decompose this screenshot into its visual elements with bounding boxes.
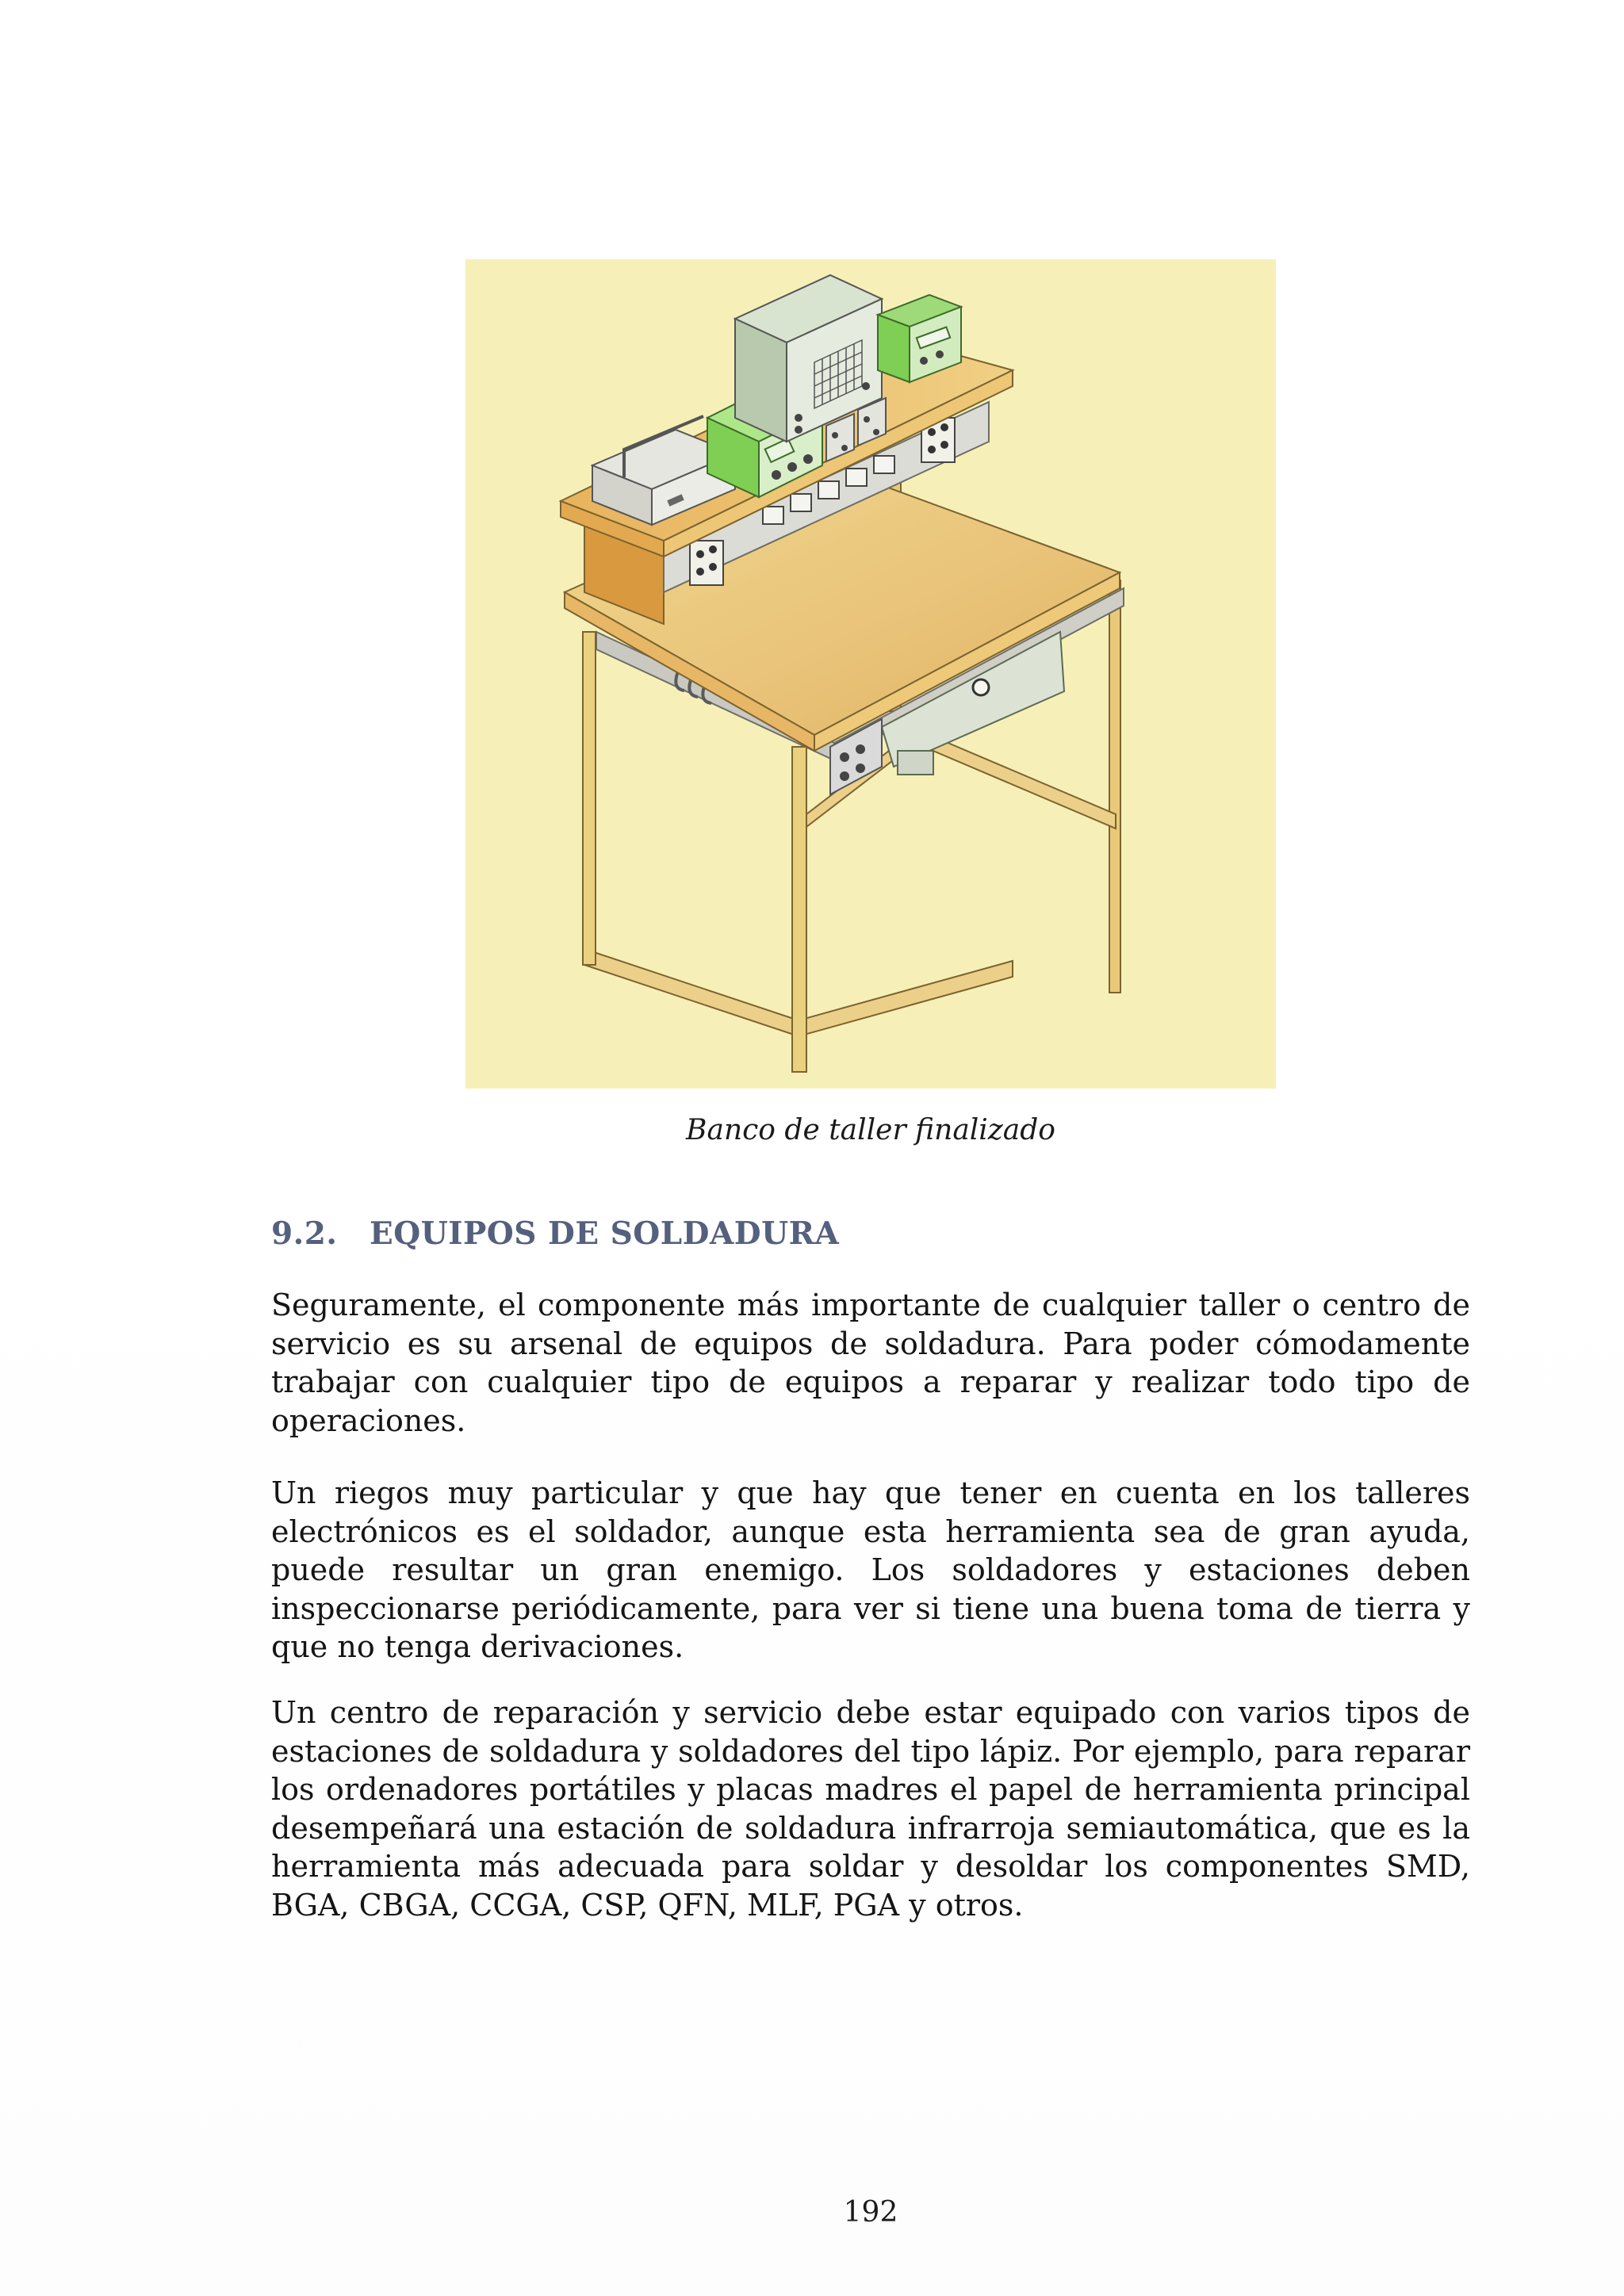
page-number: 192	[843, 2196, 898, 2229]
paragraph-3: Un centro de reparación y servicio debe estar equipado con varios tipos de estaciones de soldadura y soldadores del tipo lápiz. Por ejemplo, para reparar los ordenadores portátiles y placas madres el papel de herramienta principal desempeñará una estación de soldadura infrarroja semiautomática, que es la herramienta más adecuada para soldar y desoldar los componentes SMD, BGA, CBGA, CCGA, CSP, QFN, MLF, PGA y otros.	[271, 1695, 1470, 1923]
figure-caption: Banco de taller finalizado	[686, 1114, 1055, 1146]
paragraph-2: Un riegos muy particular y que hay que tener en cuenta en los talleres electrónicos es el soldador, aunque esta herramienta sea de gran ayuda, puede resultar un gran enemigo. Los soldadores y estaciones deben inspeccionarse periódicamente, para ver si tiene una buena toma de tierra y que no tenga derivaciones.	[271, 1475, 1470, 1664]
section-number: 9.2.	[271, 1215, 338, 1252]
workbench-illustration	[465, 259, 1276, 1089]
paragraph-1: Seguramente, el componente más importante de cualquier taller o centro de servicio es su arsenal de equipos de soldadura. Para poder cómodamente trabajar con cualquier tipo de equipos a reparar y realizar todo tipo de operaciones.	[271, 1288, 1470, 1438]
section-title: EQUIPOS DE SOLDADURA	[370, 1215, 840, 1252]
section-heading	[271, 1215, 839, 1252]
